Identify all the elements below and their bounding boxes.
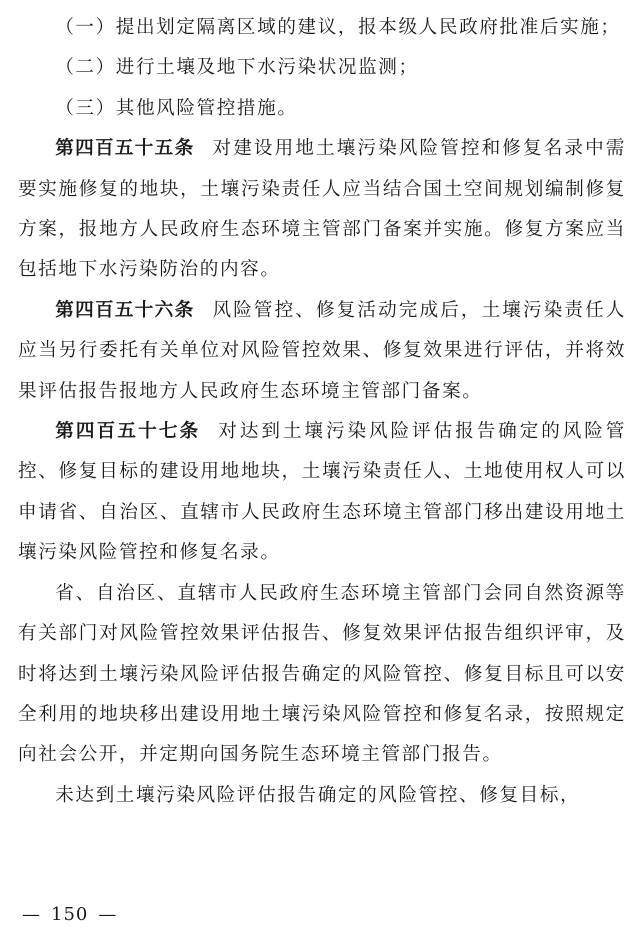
article-number: 第四百五十六条	[55, 299, 195, 321]
article-456	[18, 291, 626, 412]
article-text: 对达到土壤污染风险评估报告确定的风险管控、修复目标的建设用地地块，土壤污染责任人、土地使用权人可以申请省、自治区、直辖市人民政府生态环境主管部门移出建设用地土壤污染风险管控和修复名录。	[18, 421, 626, 564]
article-455	[18, 129, 626, 291]
article-text: 对建设用地土壤污染风险管控和修复名录中需要实施修复的地块，土壤污染责任人应当结合国土空间规划编制修复方案，报地方人民政府生态环境主管部门备案并实施。修复方案应当包括地下水污染防治的内容。	[18, 138, 626, 281]
paragraph-text: （三）其他风险管控措施。	[55, 97, 298, 119]
paragraph-item-3	[18, 89, 626, 129]
paragraph-review	[18, 574, 626, 776]
page-footer	[22, 904, 117, 925]
paragraph-text: （一）提出划定隔离区域的建议，报本级人民政府批准后实施；	[55, 17, 621, 38]
paragraph-text: 未达到土壤污染风险评估报告确定的风险管控、修复目标，	[55, 784, 581, 806]
paragraph-text: 省、自治区、直辖市人民政府生态环境主管部门会同自然资源等有关部门对风险管控效果评估报告、修复效果评估报告组织评审，及时将达到土壤污染风险评估报告确定的风险管控、修复目标且可以安全利用的地块移出建设用地土壤污染风险管控和修复名录，按照规定向社会公开，并定期向国务院生态环境主管部门报告。	[18, 582, 626, 766]
footer-dash-left: —	[22, 904, 41, 925]
paragraph-item-1	[18, 8, 626, 48]
paragraph-text: （二）进行土壤及地下水污染状况监测；	[55, 57, 419, 79]
page-number: 150	[51, 904, 89, 925]
article-457	[18, 412, 626, 574]
footer-dash-right: —	[98, 904, 118, 925]
article-number: 第四百五十五条	[55, 138, 195, 160]
article-text: 风险管控、修复活动完成后，土壤污染责任人应当另行委托有关单位对风险管控效果、修复效果进行评估，并将效果评估报告报地方人民政府生态环境主管部门备案。	[18, 299, 626, 402]
paragraph-item-2	[18, 48, 626, 88]
article-number: 第四百五十七条	[55, 421, 201, 443]
document-body	[18, 8, 626, 816]
paragraph-unfinished	[18, 776, 626, 816]
